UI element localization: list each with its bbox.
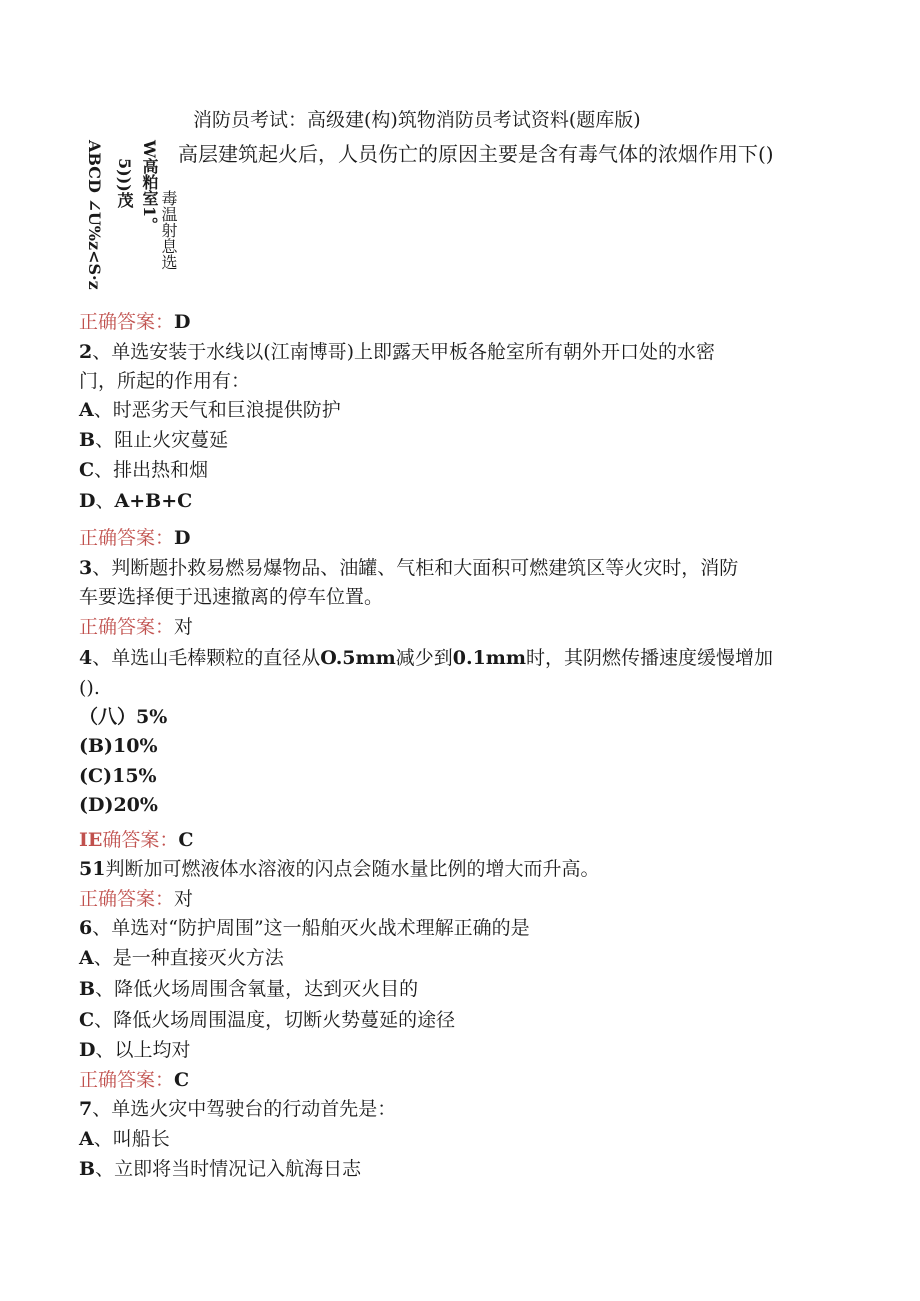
question-text: 、单选对“防护周围”这一船舶灭火战术理解正确的是 [92, 917, 530, 939]
q1-vertical-col-3: W高粕室1。 [140, 140, 159, 234]
q6-option-a [79, 944, 284, 972]
option-letter: D [79, 1039, 96, 1061]
q6-option-c [79, 1006, 455, 1034]
question-value-1: O.5mm [320, 647, 396, 669]
option-letter: B [79, 429, 96, 451]
q1-vertical-col-4: 毒温射息选 [159, 190, 178, 270]
document-title: 消防员考试：高级建(构)筑物消防员考试资料(题库版) [193, 109, 641, 131]
q2-option-a [79, 396, 341, 424]
option-text: 、阻止火灾蔓延 [95, 429, 229, 451]
answer-value: 对 [174, 616, 194, 638]
question-number: 51 [79, 858, 106, 880]
q3-question-line-2: 车要选择便于迅速撤离的停车位置。 [79, 586, 384, 608]
q4-option-d: (D)20% [79, 794, 158, 816]
answer-prefix: IE [79, 829, 103, 851]
answer-value: 对 [174, 888, 194, 910]
q2-question-line-2: 门，所起的作用有： [79, 370, 251, 392]
q2-option-b [79, 426, 228, 454]
option-text-bold: A+B+C [114, 490, 193, 512]
q3-question-line-1 [79, 554, 738, 582]
q4-answer [79, 826, 194, 854]
q1-question-text: 高层建筑起火后，人员伤亡的原因主要是含有毒气体的浓烟作用下() [178, 142, 774, 166]
question-number: 4 [79, 647, 93, 669]
option-letter: D [79, 490, 96, 512]
q2-option-d [79, 487, 192, 515]
answer-label: 正确答案： [79, 888, 175, 910]
q6-question-line [79, 914, 530, 942]
q2-option-c [79, 456, 208, 484]
option-letter: C [79, 459, 95, 481]
question-number: 2 [79, 341, 93, 363]
q6-answer [79, 1066, 189, 1094]
answer-value: C [178, 829, 194, 851]
option-letter: B [79, 978, 96, 1000]
q1-vertical-col-1: ABCD ∠U%z<S·z [85, 140, 104, 290]
q2-answer [79, 524, 191, 552]
option-text: 、以上均对 [95, 1039, 191, 1061]
answer-value: D [174, 527, 191, 549]
q7-option-a [79, 1125, 170, 1153]
q4-option-b: (B)10% [79, 735, 158, 757]
question-text-c: 减少到 [395, 647, 453, 669]
q1-answer [79, 308, 191, 336]
answer-label: 确答案： [102, 829, 179, 851]
answer-value: D [174, 311, 191, 333]
q4-option-c: (C)15% [79, 765, 157, 787]
q7-option-b [79, 1155, 361, 1183]
q4-question-line-2: (). [79, 677, 100, 699]
answer-label: 正确答案： [79, 527, 175, 549]
option-letter: A [79, 947, 94, 969]
q4-option-a: （八）5% [79, 706, 168, 728]
option-text: 、立即将当时情况记入航海日志 [95, 1158, 362, 1180]
question-text: 、判断题扑救易燃易爆物品、油罐、气柜和大面积可燃建筑区等火灾时，消防 [92, 557, 739, 579]
option-text: 、 [95, 490, 115, 512]
option-letter: C [79, 1009, 95, 1031]
answer-label: 正确答案： [79, 616, 175, 638]
answer-value: C [174, 1069, 190, 1091]
option-letter: A [79, 1128, 94, 1150]
question-text: 判断加可燃液体水溶液的闪点会随水量比例的增大而升高。 [105, 858, 600, 880]
answer-label: 正确答案： [79, 1069, 175, 1091]
option-text: 、是一种直接灭火方法 [93, 947, 284, 969]
option-letter: B [79, 1158, 96, 1180]
question-text: 、单选安装于水线以(江南博哥)上即露天甲板各舱室所有朝外开口处的水密 [92, 341, 716, 363]
q5-question-line [79, 855, 599, 883]
answer-label: 正确答案： [79, 311, 175, 333]
question-text-e: 时，其阴燃传播速度缓慢增加 [526, 647, 774, 669]
question-number: 7 [79, 1098, 93, 1120]
option-text: 、降低火场周围温度，切断火势蔓延的途径 [94, 1009, 456, 1031]
q1-vertical-col-2: 5)))茂 [115, 158, 134, 208]
q6-option-b [79, 975, 418, 1003]
option-text: 、时恶劣天气和巨浪提供防护 [93, 399, 341, 421]
option-text: 、叫船长 [93, 1128, 170, 1150]
option-letter: A [79, 399, 94, 421]
q3-answer [79, 613, 193, 641]
question-number: 3 [79, 557, 93, 579]
q6-option-d [79, 1036, 191, 1064]
option-text: 、排出热和烟 [94, 459, 209, 481]
question-text-a: 、单选山毛棒颗粒的直径从 [92, 647, 321, 669]
question-value-2: 0.1mm [452, 647, 527, 669]
q5-answer [79, 885, 193, 913]
q4-question-line-1 [79, 644, 773, 672]
q2-question-line-1 [79, 338, 715, 366]
q7-question-line [79, 1095, 396, 1123]
option-text: 、降低火场周围含氧量，达到灭火目的 [95, 978, 419, 1000]
question-text: 、单选火灾中驾驶台的行动首先是： [92, 1098, 397, 1120]
question-number: 6 [79, 917, 93, 939]
